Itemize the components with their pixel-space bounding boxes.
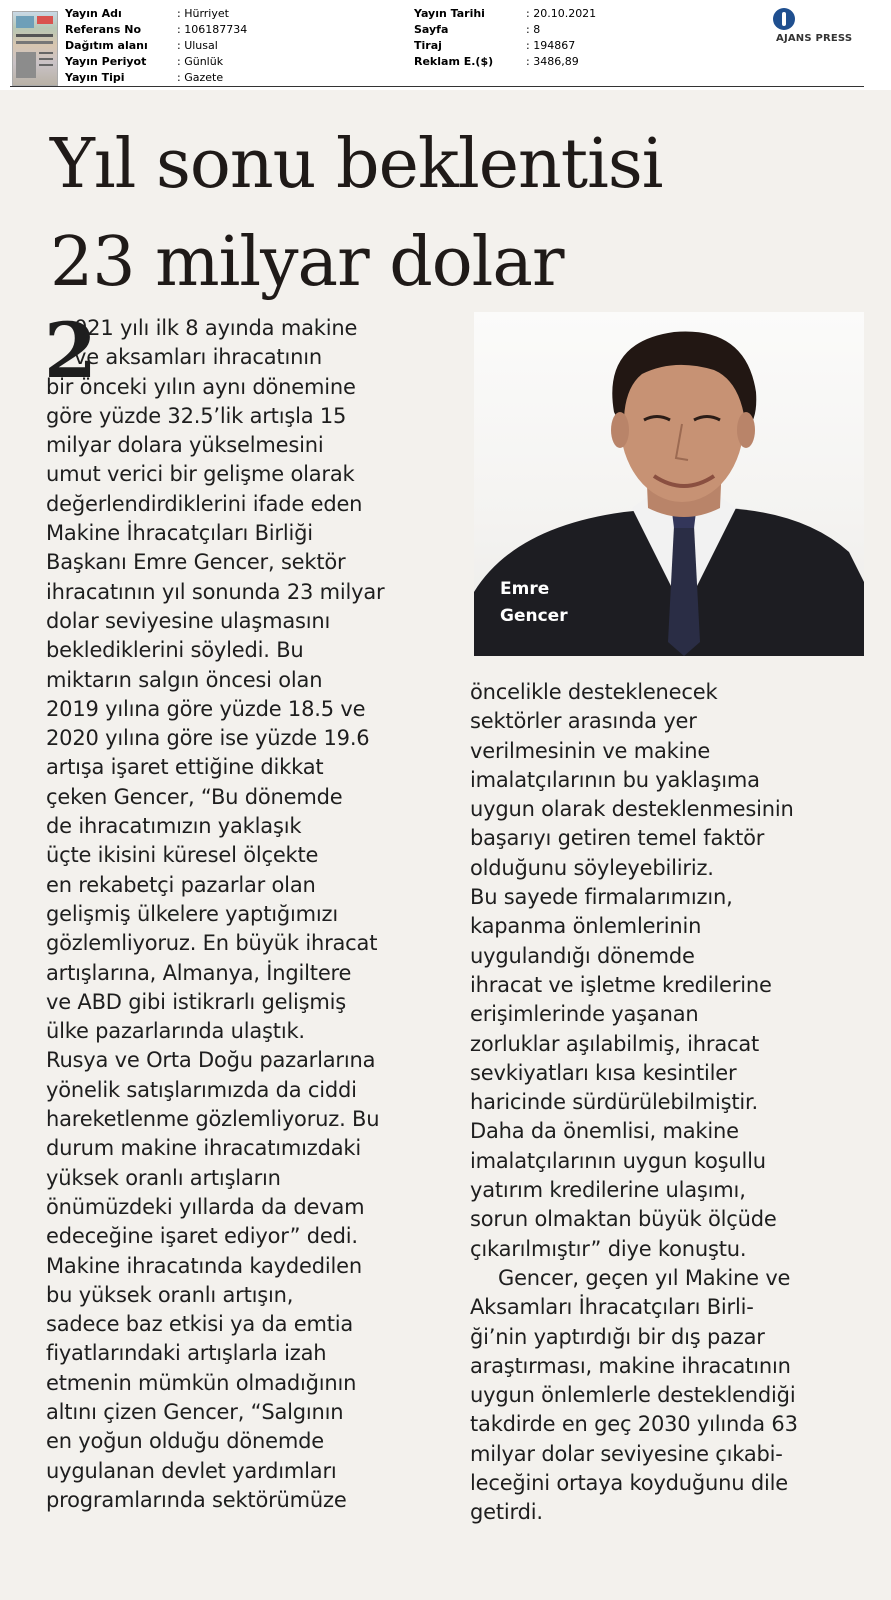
meta-value: : 20.10.2021 [526,7,597,20]
newspaper-page-thumbnail[interactable] [12,11,58,86]
text-line: başarıyı getiren temel faktör [470,826,765,851]
text-line: durum makine ihracatımızdaki [46,1136,361,1161]
meta-label: Yayın Adı [65,7,122,20]
text-line: leceğini ortaya koyduğunu dile [470,1471,788,1496]
text-line: bu yüksek oranlı artışın, [46,1282,294,1307]
caption-line: Emre [500,579,550,599]
text-line: artışlarına, Almanya, İngiltere [46,960,352,985]
text-line: ve ABD gibi istikrarlı gelişmiş [46,989,347,1014]
text-line: imalatçılarının uygun koşullu [470,1148,766,1173]
text-line: uygun önlemlerle desteklendiği [470,1383,796,1408]
publication-meta-right [414,6,596,70]
text-line: erişimlerinde yaşanan [470,1002,699,1027]
text-line: çıkarılmıştır” diye konuştu. [470,1236,747,1261]
logo-mark-icon [773,8,795,30]
text-line: sorun olmaktan büyük ölçüde [470,1207,777,1232]
text-line: artışa işaret ettiğine dikkat [46,755,324,780]
text-line: Gencer, geçen yıl Makine ve [498,1265,791,1290]
text-line: 2020 yılına göre ise yüzde 19.6 [46,726,370,751]
meta-row [414,22,596,38]
meta-row [65,70,247,86]
meta-row [65,6,247,22]
text-line: uygun olarak desteklenmesinin [470,797,794,822]
meta-label: Reklam E.($) [414,55,494,68]
text-line: takdirde en geç 2030 yılında 63 [470,1412,798,1437]
text-line: uygulanan devlet yardımları [46,1458,337,1483]
text-line: milyar dolara yükselmesini [46,433,324,458]
meta-value: : 3486,89 [526,55,579,68]
meta-value: : 106187734 [177,23,248,36]
meta-value: : 8 [526,23,541,36]
text-line: sevkiyatları kısa kesintiler [470,1060,737,1085]
text-line: milyar dolar seviyesine çıkabi- [470,1441,783,1466]
text-line: ve aksamları ihracatının [74,345,322,370]
meta-row [65,54,247,70]
meta-label: Yayın Tarihi [414,7,485,20]
text-line: kapanma önlemlerinin [470,914,702,939]
logo-text: AJANS PRESS [776,33,853,44]
text-line: en rekabetçi pazarlar olan [46,872,316,897]
text-line: Makine İhracatçıları Birliği [46,521,313,546]
text-line: verilmesinin ve makine [470,738,711,763]
text-line: yönelik satışlarımızda da ciddi [46,1077,357,1102]
text-line: altını çizen Gencer, “Salgının [46,1399,344,1424]
text-line: miktarın salgın öncesi olan [46,667,323,692]
text-line: yüksek oranlı artışların [46,1165,281,1190]
text-line: zorluklar aşılabilmiş, ihracat [470,1031,760,1056]
meta-label: Dağıtım alanı [65,39,148,52]
text-line: etmenin mümkün olmadığının [46,1370,357,1395]
photo-caption [500,576,568,630]
text-line: gelişmiş ülkelere yaptığımızı [46,901,338,926]
article-left-column [44,306,385,1515]
text-line: 2019 yılına göre yüzde 18.5 ve [46,696,366,721]
text-line: dolar seviyesine ulaşmasını [46,608,331,633]
text-line: 021 yılı ilk 8 ayında makine [74,316,358,340]
text-line: üçte ikisini küresel ölçekte [46,843,319,868]
text-line: gözlemliyoruz. En büyük ihracat [46,931,378,956]
text-line: programlarında sektörümüze [46,1487,347,1512]
text-line: fiyatlarındaki artışlarla izah [46,1341,327,1366]
text-line: öncelikle desteklenecek [470,680,718,704]
text-line: getirdi. [470,1500,543,1525]
text-line: ihracatının yıl sonunda 23 milyar [46,579,385,604]
text-line: olduğunu söyleyebiliriz. [470,855,714,880]
text-line: de ihracatımızın yaklaşık [46,814,302,839]
article-headline [50,116,663,312]
text-line: en yoğun olduğu dönemde [46,1429,324,1454]
article-right-column [470,678,798,1528]
text-line: ği’nin yaptırdığı bir dış pazar [470,1324,765,1349]
meta-value: : Hürriyet [177,7,229,20]
meta-value: : Gazete [177,71,224,84]
meta-row [414,54,596,70]
text-line: hareketlenme gözlemliyoruz. Bu [46,1107,380,1132]
text-line: araştırması, makine ihracatının [470,1353,791,1378]
ajans-press-logo[interactable] [766,8,866,48]
meta-label: Yayın Periyot [65,55,147,68]
meta-row [65,38,247,54]
meta-label: Sayfa [414,23,449,36]
meta-label: Tiraj [414,39,442,52]
meta-label: Referans No [65,23,141,36]
headline-line: 23 milyar dolar [50,223,564,302]
headline-line: Yıl sonu beklentisi [50,125,663,204]
text-line: imalatçılarının bu yaklaşıma [470,767,760,792]
text-line: ihracat ve işletme kredilerine [470,972,772,997]
text-line: sadece baz etkisi ya da emtia [46,1312,354,1337]
text-line: çeken Gencer, “Bu dönemde [46,784,343,809]
meta-value: : 194867 [526,39,576,52]
text-line: Bu sayede firmalarımızın, [470,885,733,910]
text-line: Rusya ve Orta Doğu pazarlarına [46,1048,376,1073]
text-line: ülke pazarlarında ulaştık. [46,1019,305,1044]
meta-row [65,22,247,38]
text-line: önümüzdeki yıllarda da devam [46,1194,365,1219]
text-line: uygulandığı dönemde [470,943,695,968]
text-line: haricinde sürdürülebilmiştir. [470,1090,758,1115]
text-line: sektörler arasında yer [470,709,697,734]
clipping-header [0,0,891,90]
text-line: umut verici bir gelişme olarak [46,462,355,487]
text-line: Aksamları İhracatçıları Birli- [470,1295,754,1320]
text-line: göre yüzde 32.5’lik artışla 15 [46,403,347,428]
text-line: değerlendirdiklerini ifade eden [46,491,363,516]
text-line: edeceğine işaret ediyor” dedi. [46,1224,358,1249]
meta-value: : Ulusal [177,39,218,52]
text-line: beklediklerini söyledi. Bu [46,638,304,663]
caption-line: Gencer [500,606,568,626]
header-divider [10,86,864,87]
meta-row [414,6,596,22]
text-line: Makine ihracatında kaydedilen [46,1253,362,1278]
meta-label: Yayın Tipi [65,71,125,84]
text-line: bir önceki yılın aynı dönemine [46,374,356,399]
text-line: Başkanı Emre Gencer, sektör [46,550,346,575]
meta-row [414,38,596,54]
drop-cap: 2 [44,306,97,395]
text-line: Daha da önemlisi, makine [470,1119,739,1144]
publication-meta-left [65,6,247,86]
text-line: yatırım kredilerine ulaşımı, [470,1178,746,1203]
meta-value: : Günlük [177,55,224,68]
